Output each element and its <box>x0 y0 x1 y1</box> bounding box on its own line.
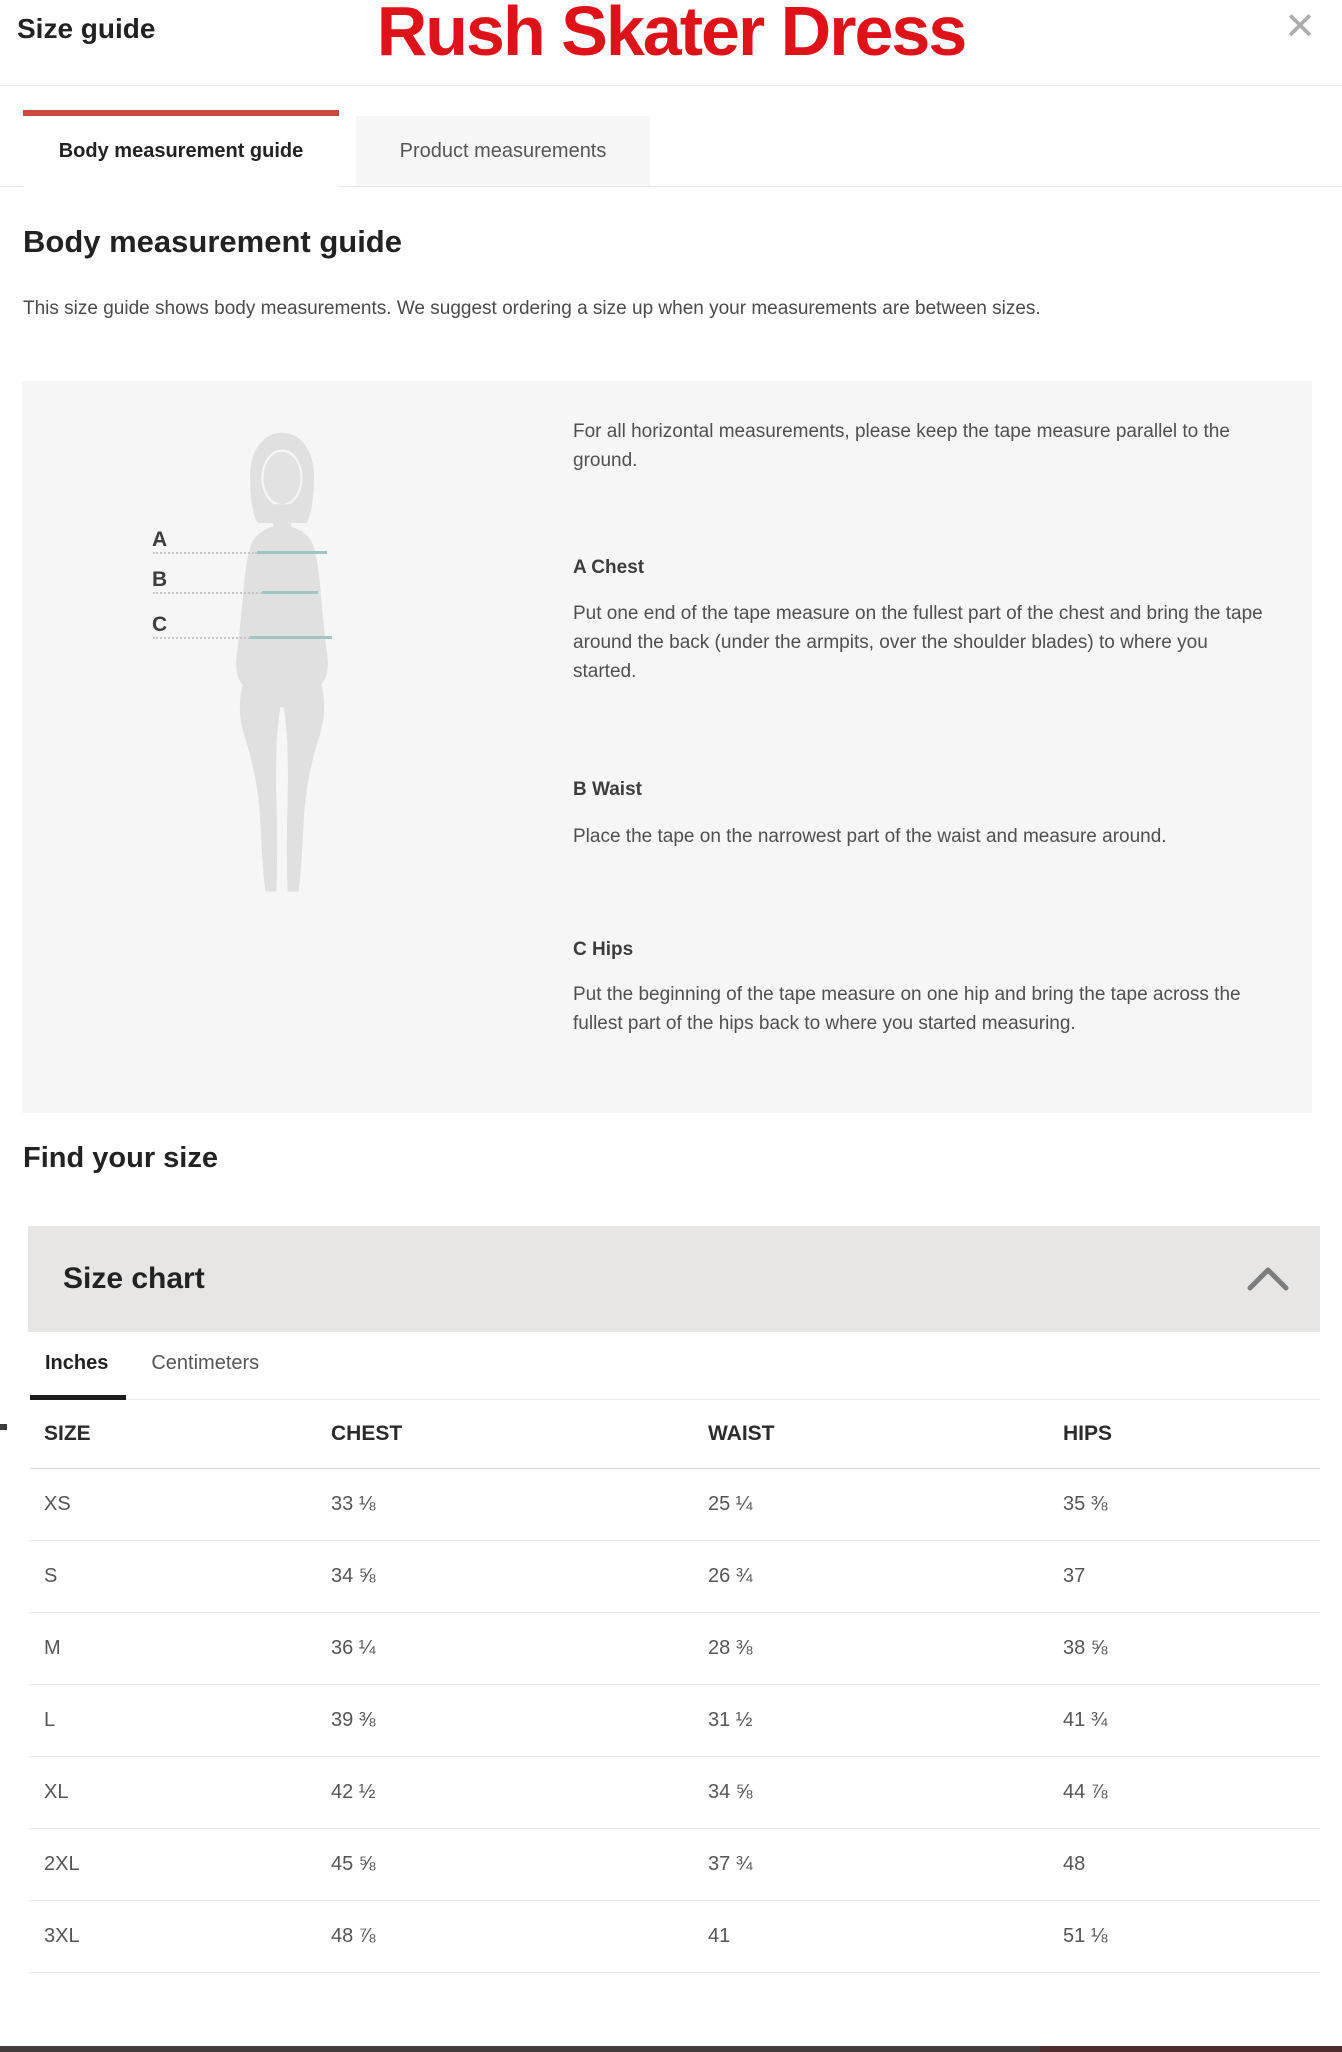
column-header-hips: HIPS <box>1049 1408 1320 1469</box>
column-header-size: SIZE <box>30 1408 317 1469</box>
table-row <box>30 1757 1320 1829</box>
chest-measure-line <box>257 551 327 554</box>
figure-label-c: C <box>152 613 168 636</box>
hips-cell: 41 ¾ <box>1049 1685 1320 1757</box>
column-header-chest: CHEST <box>317 1408 694 1469</box>
unit-tab-inches[interactable]: Inches <box>45 1352 109 1374</box>
modal-title: Size guide <box>17 13 156 44</box>
find-your-size-heading: Find your size <box>23 1142 218 1174</box>
section-heading: Body measurement guide <box>23 224 402 259</box>
size-cell: L <box>30 1685 317 1757</box>
guide-tabs <box>23 110 650 187</box>
hips-dotted-line <box>153 637 250 639</box>
bottom-edge-bar <box>0 2046 1342 2052</box>
chest-dotted-line <box>153 552 257 554</box>
hips-cell: 48 <box>1049 1829 1320 1901</box>
size-cell: M <box>30 1613 317 1685</box>
hips-cell: 44 ⅞ <box>1049 1757 1320 1829</box>
size-cell: XS <box>30 1469 317 1541</box>
waist-cell: 34 ⅝ <box>694 1757 1049 1829</box>
table-header-row <box>30 1408 1320 1469</box>
section-intro: This size guide shows body measurements. We suggest ordering a size up when your measurements are between sizes. <box>23 298 1041 319</box>
hips-measure-line <box>250 636 332 639</box>
size-chart-table <box>30 1408 1320 1973</box>
unit-tabs-divider <box>30 1399 1320 1400</box>
chest-cell: 36 ¼ <box>317 1613 694 1685</box>
size-cell: 2XL <box>30 1829 317 1901</box>
size-cell: S <box>30 1541 317 1613</box>
table-row <box>30 1541 1320 1613</box>
size-chart-accordion-header[interactable] <box>28 1226 1320 1332</box>
waist-section-text: Place the tape on the narrowest part of the waist and measure around. <box>573 826 1167 847</box>
size-cell: 3XL <box>30 1901 317 1973</box>
hips-cell: 51 ⅛ <box>1049 1901 1320 1973</box>
close-icon[interactable]: ✕ <box>1284 6 1316 48</box>
hips-cell: 37 <box>1049 1541 1320 1613</box>
table-row <box>30 1469 1320 1541</box>
column-header-waist: WAIST <box>694 1408 1049 1469</box>
chevron-up-icon[interactable] <box>1246 1266 1290 1292</box>
hips-section-title: C Hips <box>573 939 634 960</box>
active-unit-underline <box>30 1395 126 1400</box>
chest-section-title: A Chest <box>573 557 645 578</box>
waist-section-title: B Waist <box>573 779 642 800</box>
chest-cell: 39 ⅜ <box>317 1685 694 1757</box>
chest-cell: 45 ⅝ <box>317 1829 694 1901</box>
body-silhouette-image <box>192 429 372 899</box>
table-row <box>30 1901 1320 1973</box>
product-title: Rush Skater Dress <box>376 0 966 70</box>
unit-tabs <box>45 1352 259 1375</box>
hips-section-text: Put the beginning of the tape measure on one hip and bring the tape across the fullest part of the hips back to where you started measuring. <box>573 984 1241 1034</box>
chest-section-text: Put one end of the tape measure on the fullest part of the chest and bring the tape around the back (under the armpits, over the shoulder blades) to where you started. <box>573 603 1263 682</box>
left-edge-mark <box>0 1424 7 1430</box>
size-chart-title: Size chart <box>63 1262 205 1295</box>
waist-cell: 25 ¼ <box>694 1469 1049 1541</box>
measurement-instructions <box>573 417 1273 1038</box>
bottom-bar-red-segment <box>1040 2046 1342 2052</box>
size-cell: XL <box>30 1757 317 1829</box>
tape-measure-note: For all horizontal measurements, please keep the tape measure parallel to the ground. <box>573 421 1230 471</box>
tab-body-measurement-guide[interactable]: Body measurement guide <box>23 110 339 187</box>
measurement-panel <box>22 381 1312 1113</box>
waist-dotted-line <box>153 592 262 594</box>
hips-cell: 38 ⅝ <box>1049 1613 1320 1685</box>
waist-cell: 28 ⅜ <box>694 1613 1049 1685</box>
table-row <box>30 1613 1320 1685</box>
figure-label-a: A <box>152 528 168 551</box>
table-row <box>30 1829 1320 1901</box>
waist-cell: 31 ½ <box>694 1685 1049 1757</box>
waist-cell: 26 ¾ <box>694 1541 1049 1613</box>
waist-cell: 41 <box>694 1901 1049 1973</box>
figure-label-b: B <box>152 568 168 591</box>
unit-tab-centimeters[interactable]: Centimeters <box>151 1352 260 1374</box>
waist-measure-line <box>262 591 318 594</box>
chest-cell: 48 ⅞ <box>317 1901 694 1973</box>
header-divider <box>0 85 1342 86</box>
table-row <box>30 1685 1320 1757</box>
chest-cell: 33 ⅛ <box>317 1469 694 1541</box>
hips-cell: 35 ⅜ <box>1049 1469 1320 1541</box>
chest-cell: 42 ½ <box>317 1757 694 1829</box>
bottom-bar-dark-segment <box>0 2046 1040 2052</box>
tab-product-measurements[interactable]: Product measurements <box>356 116 650 186</box>
chest-cell: 34 ⅝ <box>317 1541 694 1613</box>
waist-cell: 37 ¾ <box>694 1829 1049 1901</box>
